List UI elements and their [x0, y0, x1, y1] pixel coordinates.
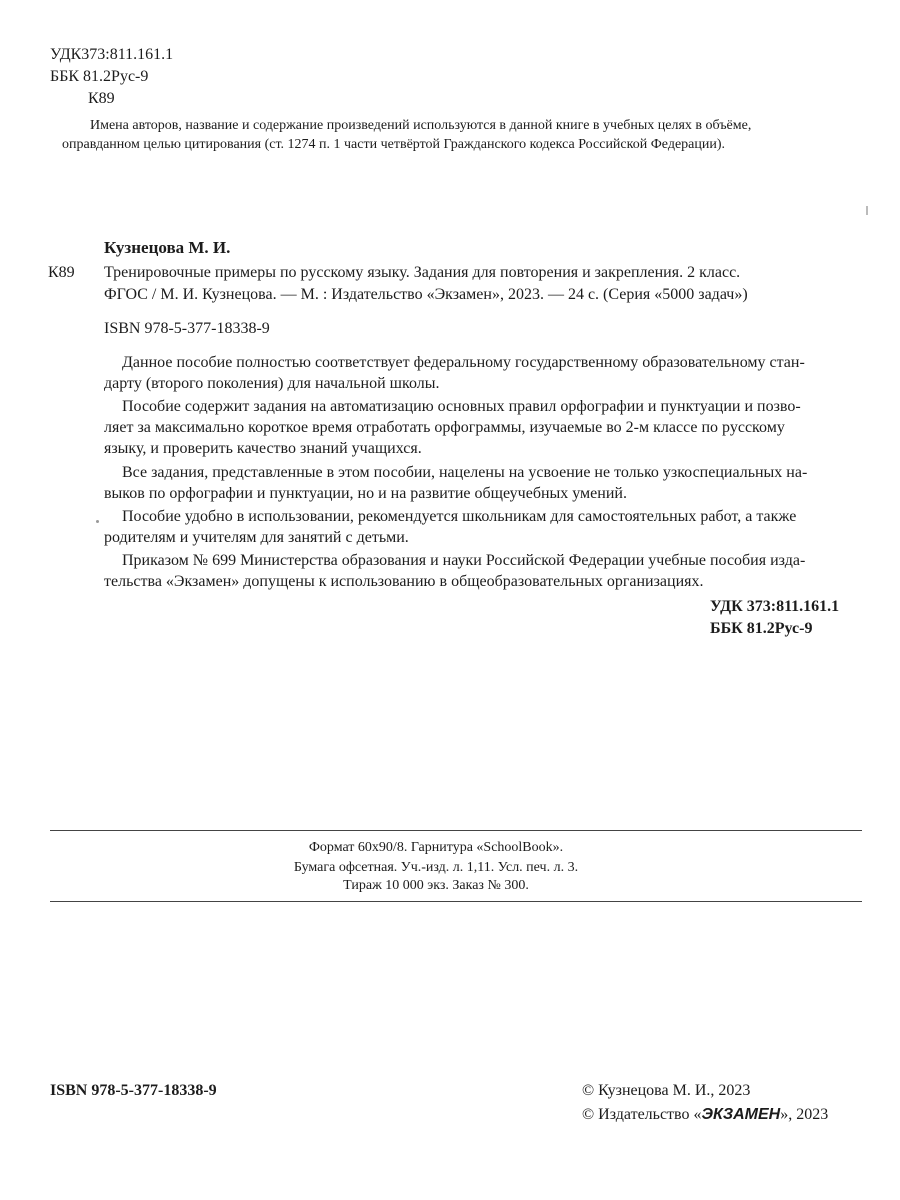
- annotation-line: родителям и учителям для занятий с детьми.: [104, 529, 409, 546]
- copyright-notice-line: Имена авторов, название и содержание произведений используются в данной книге в учебных целях в объёме,: [90, 118, 752, 133]
- annotation-line: тельства «Экзамен» допущены к использованию в общеобразовательных организациях.: [104, 573, 704, 590]
- annotation-line: Все задания, представленные в этом пособии, нацелены на усвоение не только узкоспециальных на-: [122, 464, 808, 481]
- udk-code-bold: УДК 373:811.161.1: [710, 598, 840, 615]
- copyright-publisher: [582, 1104, 828, 1125]
- copyright-publisher-prefix: © Издательство «: [582, 1106, 702, 1123]
- copyright-author: © Кузнецова М. И., 2023: [582, 1082, 751, 1099]
- catalog-code: К89: [48, 264, 75, 281]
- imprint-line: Формат 60х90/8. Гарнитура «SchoolBook».: [308, 840, 564, 855]
- bbk-code: ББК 81.2Рус-9: [50, 68, 149, 85]
- imprint-bottom-rule: [50, 901, 862, 902]
- annotation-paragraph: [104, 462, 864, 504]
- imprint-top-rule: [50, 830, 862, 831]
- annotation-paragraph: [104, 550, 864, 592]
- isbn-record: ISBN 978-5-377-18338-9: [104, 320, 270, 337]
- annotation-paragraph: [104, 352, 864, 394]
- publisher-name: ЭКЗАМЕН: [701, 1106, 781, 1123]
- bbk-code-bold: ББК 81.2Рус-9: [710, 620, 813, 637]
- annotation-paragraph: [104, 396, 864, 459]
- annotation-line: ляет за максимально короткое время отработать орфограммы, изучаемые во 2-м классе по русскому: [104, 419, 785, 436]
- annotation-line: Данное пособие полностью соответствует федеральному государственному образовательному стан-: [122, 354, 805, 371]
- author-name: Кузнецова М. И.: [104, 238, 231, 257]
- copyright-notice: [62, 116, 862, 154]
- annotation-line: Пособие содержит задания на автоматизацию основных правил орфографии и пунктуации и позво-: [122, 398, 801, 415]
- scan-dot: [96, 520, 99, 523]
- footer-isbn: ISBN 978-5-377-18338-9: [50, 1082, 217, 1099]
- copyright-notice-line: оправданном целью цитирования (ст. 1274 п. 1 части четвёртой Гражданского кодекса Российской Федерации).: [62, 137, 726, 152]
- annotation-line: дарту (второго поколения) для начальной школы.: [104, 375, 440, 392]
- imprint-line: Бумага офсетная. Уч.-изд. л. 1,11. Усл. печ. л. 3.: [293, 860, 579, 875]
- annotation-line: языку, и проверить качество знаний учащихся.: [104, 440, 422, 457]
- imprint-line: Тираж 10 000 экз. Заказ № 300.: [343, 878, 529, 893]
- annotation-line: Пособие удобно в использовании, рекомендуется школьникам для самостоятельных работ, а также: [122, 508, 797, 525]
- annotation-line: выков по орфографии и пунктуации, но и на развитие общеучебных умений.: [104, 485, 627, 502]
- author-code: К89: [88, 90, 115, 107]
- scan-mark: [866, 206, 868, 215]
- bibliographic-details: ФГОС / М. И. Кузнецова. — М. : Издательство «Экзамен», 2023. — 24 с. (Серия «5000 задач»): [104, 286, 748, 303]
- udk-code: УДК373:811.161.1: [50, 46, 174, 63]
- annotation-line: Приказом № 699 Министерства образования и науки Российской Федерации учебные пособия изда-: [122, 552, 806, 569]
- bibliographic-title: Тренировочные примеры по русскому языку. Задания для повторения и закрепления. 2 класс.: [104, 264, 741, 281]
- annotation-paragraph: [104, 506, 864, 548]
- copyright-publisher-suffix: », 2023: [780, 1106, 829, 1123]
